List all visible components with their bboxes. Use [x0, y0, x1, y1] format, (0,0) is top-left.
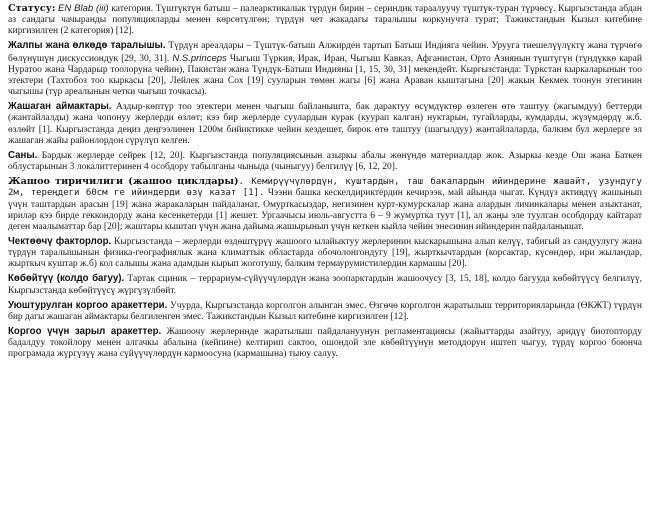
distribution-text-a: Түрдүн ареалдары – Түштүк-батыш Алжирден тартып Батыш Индияга чейин. Уруугa тиешелүүлүктү жана түрчөгө бөлүнүшүн дискуссиондук [29, 30, 31].: [8, 41, 642, 64]
section-measures: [8, 326, 642, 360]
section-distribution: [8, 40, 642, 98]
measures-text: Жашоочу жерлеринде жаратылыш пайдалануунун регламентациясы (жайыттарды азайтуу, аридүү биотопторду бадалдуу токойлору менен алгачкы абалына (кейпине) келтирип сактоо, ошондой эле көбөйтүүнүн методдорун иштеп чыгуу, түрдү коргоо боюнча програмада жүргүзүү жана сүйүүчүлөрдүн кармоосуна (кармашына) тыюу салуу.: [8, 327, 642, 360]
section-limiting-factors: [8, 236, 642, 270]
distribution-heading: Жалпы жана өлкөдө таралышы.: [8, 40, 166, 52]
status-category-code: EN Blab (iii): [58, 3, 109, 14]
protection-heading: Уюштурулган коргоо аракеттери.: [8, 299, 168, 311]
lifestyle-text-mono: . Кемирүүчүлөрдүн, куштардын, таш бакалардын ийиндерине жашайт, узундугу 2м, тереңдеги 60см ге ийиндерди өзү казат [1].: [8, 177, 642, 199]
section-captive-breeding: [8, 273, 642, 296]
section-numbers: [8, 150, 642, 173]
habitat-text: Аздыр-көптүр тоо этектери менен чыгыш байланышта, бак дарактуу өсүмдүктөр өзлеген өтө таштуу (жагымдуу) беттерди (жантайлалды) жана чопонуу жерлерди өзлөт; кээ бир жерлерде суулардын курак (куурап калган) нуктарын, тугайларды, кумдарды, жүзүмдөрдү ж.б. өзлөйт [1]. Кыргызстанда деңиз деңгээлинен 1200м бийиктикке чейин кездешет, бирок өтө таштуу (шагылдуу) жантайлаларда, балким бул жерлерге эл жашаган жайы районлордон сүрүлүп келген.: [8, 102, 642, 146]
section-status: [8, 3, 642, 37]
breeding-text: Тартак сциник – террариум-сүйүүчүлөрдүн жана зоопарктардын жашоочусу [3, 15, 18], колдо багууда көбөйтүүсү белгилүү, Кыргызстанда көбөйтүүсү жүргүзүлбөйт.: [8, 274, 642, 296]
protection-text: Учурда, Кыргызстанда корголгон алынган эмес. Өзгөчө корголгон жаратылыш территорияларында (ӨКЖТ) түрдүн бир дагы жашаган аймактары белгиленген эмес. Тажикстандын Кызыл китебине киргизилген [12].: [8, 300, 642, 322]
lifestyle-heading: Жашоо тиричилиги (жашоо циклдары): [8, 176, 239, 188]
section-protection: [8, 300, 642, 323]
limiting-text: Кыргызстанда – жерлерди өздөштүрүү жашоого ылайыктуу жерлеринин кыскарышына алып келүү, табигый аз сандуулугу жана түрдүн таралышынын физика-географиялык жана климаттык областарда обочолонгондугу [19], жырткычтардын (корсактар, күсөндөр, ири жыландар, жырткыч куштар ж.б) кол салышы жана адамдын кырып жоготушу, балким термаурумистилердин кармашы [20].: [8, 236, 642, 270]
status-text: категория. Түштүктүн батыш – палеарктикалык түрдүн бирин – сериндик тараалуучу түштүк-туран түрчөсү. Кыргызстанда абдан аз сандагы чачыранды популяцияларды менен көрсөтүлгөн; түрдүн чет жакадагы таралышы коркунучта турат; Тажикстандын Кызыл китебине киргизилген (2 категория) [12].: [8, 4, 643, 37]
distribution-text-b: Чыгыш Түркия, Ирак, Иран, Чыгыш Кавказ, Афганистан, Орто Азиянын түштүгүн (түндүккө карай Нуратоо жана Чардарыр тоолоруна чейин), Пакистан жана Түндүк-Батыш Индияны [1, 15, 30, 31] мекендейт. Кыргызстанда: Түркстан кыркаларынын тоо этектери (Тахтобоз тоо кыркасы [20], Лейлек жана Сох [19] сууларын төмөн жагы [6] жана Араван кыштагына [20] жакын Кекмек тоонун этегинин чыгышы (түр ареалынын четки чыгыш точкасы).: [8, 53, 642, 98]
breeding-heading: Көбөйтүү (колдо багуу).: [8, 273, 125, 285]
habitat-heading: Жашаган аймактары.: [8, 101, 112, 113]
numbers-text: Бардык жерлерде сейрек [12, 20]. Кыргызстанда популяциясынын азыркы абалы жөнүндө материалдар жок. Азыркы кезде Ош жана Баткен облустарынын 3 локалиттеринен 4 особдору табылганы чыныда (чыныгуу) белгилүү [6, 12, 20].: [8, 150, 642, 173]
status-heading: Статусу:: [8, 3, 56, 14]
distribution-species-name: N.S.princeps: [172, 52, 227, 64]
numbers-heading: Саны.: [8, 149, 38, 161]
measures-heading: Коргоо үчүн зарыл аракеттер.: [8, 326, 162, 338]
limiting-heading: Чектөөчү факторлор.: [8, 235, 112, 247]
section-habitat: [8, 101, 642, 147]
lifestyle-text: Чээни башка кескелдириктердин кечирээк, май айында чыгат. Күндүз активдүү жашынып үчүн таштардын арасын [19] жана жаракаларын пайдаланат. Омурткасыздар, негизинен курт-кумурскалар жана алардын личинкалары менен азыктанат, ириләр кээ бирде геккондорду жана кесенкетерди [1] жешет. Ургаачысы июль-августта 6 – 9 жумуртка туут [1], ал жаңы эле туулган особдорду кайтарат деген маалыматтар бар [20]; жаштары кыштап үчүн жана дайыма жашырынып үчүн кеткен кыйла чейин энесинин ийиндерин пайдаланышат.: [8, 188, 643, 232]
section-lifestyle: [8, 176, 642, 233]
